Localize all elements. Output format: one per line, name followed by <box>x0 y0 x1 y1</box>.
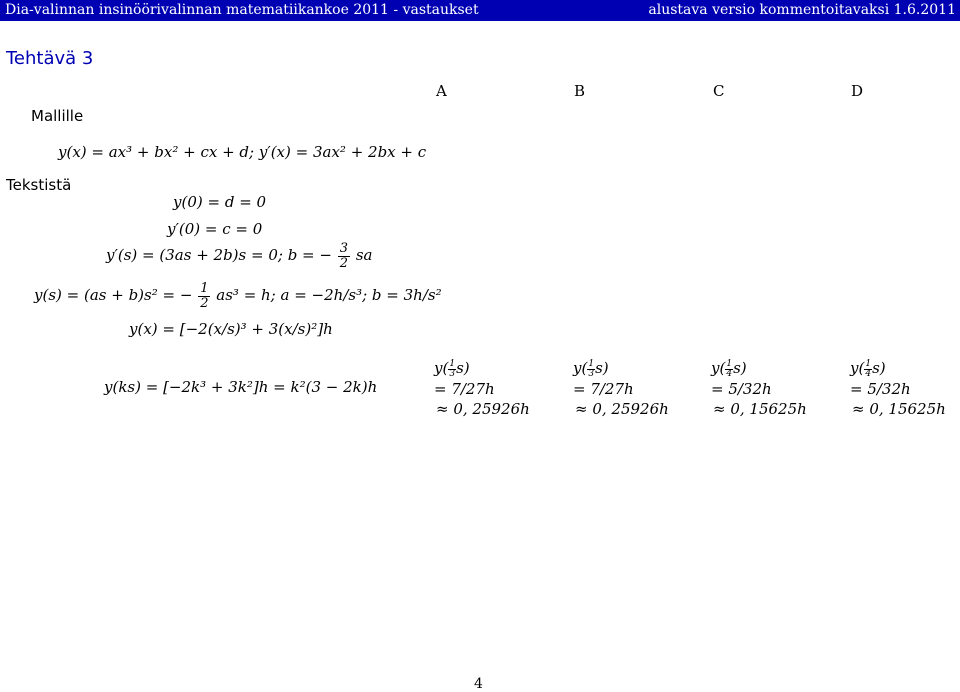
equation-dy0: y′(0) = c = 0 <box>167 220 263 238</box>
equation-ys-lhs: y(s) = (as + b)s² = − <box>34 286 193 305</box>
label-tekstista: Tekstistä <box>6 176 72 194</box>
equation-dys-num: 3 <box>339 241 349 256</box>
answer-b-approx: ≈ 0, 25926h <box>575 399 669 418</box>
equation-dys-den: 2 <box>339 255 349 271</box>
answer-b <box>573 358 669 419</box>
equation-ys-num: 1 <box>200 281 209 296</box>
answer-c-approx: ≈ 0, 15625h <box>713 399 807 418</box>
column-header-d: D <box>851 82 864 100</box>
equation-y0: y(0) = d = 0 <box>173 193 267 211</box>
equation-ys-den: 2 <box>200 295 209 311</box>
equation-dys-rhs: sa <box>355 246 373 265</box>
column-header-c: C <box>713 82 725 100</box>
equation-ys-rhs: as³ = h; a = −2h/s³; b = 3h/s² <box>216 286 442 305</box>
answer-a <box>434 358 530 419</box>
page-number: 4 <box>474 676 483 692</box>
answer-d-expr: y( $\frac{1}{4}$ s) <box>850 358 886 379</box>
label-mallille: Mallille <box>31 107 84 125</box>
answer-d-approx: ≈ 0, 15625h <box>852 399 946 418</box>
answer-d <box>850 358 946 419</box>
header-bar <box>0 0 960 21</box>
answer-c-exact: = 5/32h <box>711 379 772 398</box>
answer-a-exact: = 7/27h <box>434 379 495 398</box>
answer-a-expr: y( $\frac{1}{3}$ s) <box>434 358 470 379</box>
answer-c-expr: y( $\frac{1}{4}$ s) <box>711 358 747 379</box>
page-title: Tehtävä 3 <box>6 48 94 69</box>
equation-yks: y(ks) = [−2k³ + 3k²]h = k²(3 − 2k)h <box>104 378 378 396</box>
answer-d-exact: = 5/32h <box>850 379 911 398</box>
column-header-a: A <box>436 82 447 100</box>
equation-model: y(x) = ax³ + bx² + cx + d; y′(x) = 3ax² + 2bx + c <box>58 143 427 161</box>
equation-dys-fraction <box>338 242 350 270</box>
header-left-text: Dia-valinnan insinöörivalinnan matematiikankoe 2011 - vastaukset <box>5 2 479 18</box>
answer-b-exact: = 7/27h <box>573 379 634 398</box>
equation-dys <box>106 242 372 270</box>
equation-ys <box>34 282 442 310</box>
equation-ys-fraction <box>198 282 210 310</box>
answer-a-approx: ≈ 0, 25926h <box>436 399 530 418</box>
header-right-text: alustava versio kommentoitavaksi 1.6.2011 <box>648 2 956 18</box>
equation-dys-lhs: y′(s) = (3as + 2b)s = 0; b = − <box>106 246 332 265</box>
answer-b-expr: y( $\frac{1}{3}$ s) <box>573 358 609 379</box>
column-header-b: B <box>574 82 586 100</box>
equation-yx: y(x) = [−2(x/s)³ + 3(x/s)²]h <box>129 320 333 338</box>
answer-c <box>711 358 807 419</box>
